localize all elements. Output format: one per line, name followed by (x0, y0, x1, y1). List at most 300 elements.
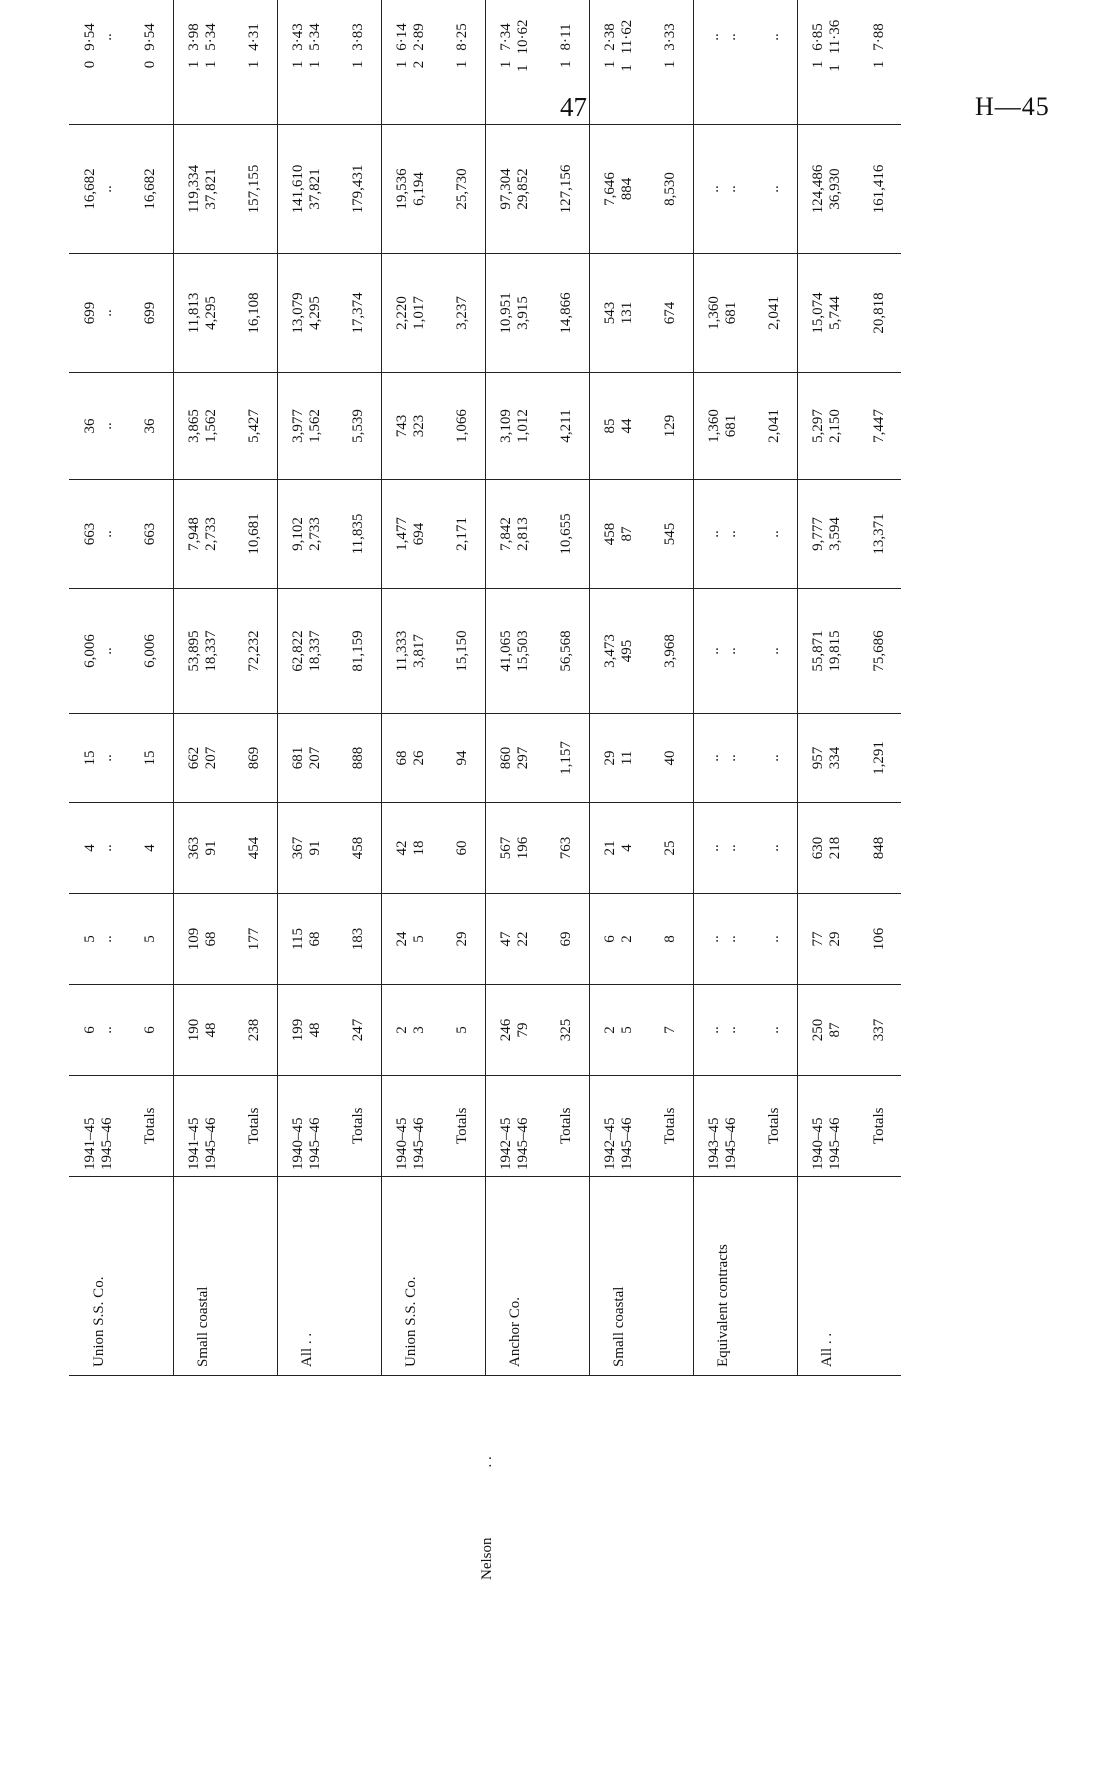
value-line: 662 (186, 746, 203, 770)
value-cell (797, 589, 857, 714)
rate-value: 2·89 (411, 23, 428, 51)
page-number: 47 (560, 92, 587, 122)
value-line: 9,777 (810, 517, 827, 551)
value-cell (693, 589, 753, 714)
value-cell (441, 803, 485, 894)
value-cell (381, 894, 441, 985)
value-cell (129, 480, 173, 589)
count-value: 1 (307, 60, 324, 69)
value-cell (693, 985, 753, 1076)
value-cell (693, 480, 753, 589)
value-line: 957 (810, 746, 827, 770)
value-line: 1,360 (706, 296, 723, 330)
value-cell (589, 480, 649, 589)
totals-label: Totals (558, 1107, 575, 1144)
value-cell (545, 254, 589, 373)
value-line: .. (706, 647, 723, 655)
value-line: 630 (810, 836, 827, 860)
value-cell (857, 480, 901, 589)
value-line: 16,682 (142, 168, 159, 210)
value-cell (545, 480, 589, 589)
value-line: 694 (411, 522, 428, 546)
rate-value: 4·31 (246, 23, 263, 51)
value-cell (485, 373, 545, 480)
rate-value: 5·34 (307, 23, 324, 51)
value-cell (753, 894, 797, 985)
service-label: All . . (819, 1332, 836, 1367)
value-cell (485, 0, 545, 125)
value-line: .. (99, 185, 115, 193)
value-line: 20,818 (870, 292, 887, 334)
value-line: 5,297 (810, 409, 827, 443)
period-label: 1940–45 (290, 1117, 307, 1170)
value-cell (857, 803, 901, 894)
value-line (142, 0, 159, 120)
value-cell (441, 894, 485, 985)
value-line (498, 0, 515, 120)
value-cell (649, 125, 693, 254)
value-line: 681 (723, 414, 740, 438)
value-line: 37,821 (203, 168, 220, 210)
value-line: 1,012 (515, 409, 532, 443)
port-leader-dots: . . (479, 1456, 495, 1468)
value-line: 5 (142, 935, 159, 943)
service-cell (589, 1177, 649, 1376)
service-cell (441, 1177, 485, 1376)
value-line: 119,334 (186, 164, 203, 214)
period-label: 1940–45 (394, 1117, 411, 1170)
value-line: 1,360 (706, 409, 723, 443)
count-value: 1 (246, 60, 263, 69)
value-line: 87 (827, 1022, 844, 1038)
period-label: 1945–46 (99, 1117, 115, 1170)
value-line: .. (766, 1026, 783, 1034)
value-cell (649, 254, 693, 373)
value-cell (173, 894, 233, 985)
value-line: 238 (246, 1018, 263, 1042)
service-cell (649, 1177, 693, 1376)
period-cell (441, 1076, 485, 1177)
value-line: 183 (350, 927, 367, 951)
value-line: 325 (558, 1018, 575, 1042)
value-line: 888 (350, 746, 367, 770)
value-cell (337, 480, 381, 589)
value-line (871, 0, 888, 120)
value-line: 77 (810, 931, 827, 947)
value-cell (753, 714, 797, 803)
value-cell (649, 480, 693, 589)
value-line: 53,895 (186, 630, 203, 672)
value-line: 567 (498, 836, 515, 860)
value-line: 743 (394, 414, 411, 438)
value-line: 68 (307, 931, 324, 947)
value-cell (69, 373, 129, 480)
period-cell (857, 1076, 901, 1177)
rate-value: 6·14 (394, 23, 411, 51)
service-cell (753, 1177, 797, 1376)
value-line: 91 (203, 840, 220, 856)
value-line: 6,194 (411, 172, 428, 206)
service-cell (69, 1177, 129, 1376)
value-line: 2,220 (394, 296, 411, 330)
value-cell (753, 985, 797, 1076)
value-line: 157,155 (246, 164, 263, 214)
count-value: 0 (142, 60, 159, 69)
period-cell (753, 1076, 797, 1177)
value-cell (441, 589, 485, 714)
value-line: 543 (602, 301, 619, 325)
value-line: 1,066 (454, 409, 471, 443)
value-cell (649, 803, 693, 894)
value-cell (173, 125, 233, 254)
value-cell (797, 254, 857, 373)
period-cell (589, 1076, 649, 1177)
value-cell (797, 714, 857, 803)
table-totals-row (649, 0, 693, 1610)
service-cell (857, 1177, 901, 1376)
period-label: 1945–46 (515, 1117, 532, 1170)
value-line: .. (766, 754, 783, 762)
value-line: .. (706, 1026, 723, 1034)
rate-value: .. (723, 33, 740, 41)
value-line (186, 0, 203, 120)
value-line: 4 (142, 844, 159, 852)
service-cell (337, 1177, 381, 1376)
value-cell (545, 894, 589, 985)
value-cell (277, 125, 337, 254)
value-line: 62,822 (290, 630, 307, 672)
value-cell (129, 0, 173, 125)
period-label: 1943–45 (706, 1117, 723, 1170)
count-value: 1 (870, 60, 887, 69)
value-line (515, 0, 532, 120)
count-value: 1 (203, 60, 220, 69)
value-cell (693, 803, 753, 894)
table-row (381, 0, 441, 1610)
value-line: 5,539 (350, 409, 367, 443)
value-cell (337, 125, 381, 254)
table-row (173, 0, 233, 1610)
value-line (454, 0, 471, 120)
value-cell (337, 985, 381, 1076)
table-totals-row (753, 0, 797, 1610)
value-line: 1,291 (870, 741, 887, 775)
value-line: 7,842 (498, 517, 515, 551)
value-line: .. (766, 935, 783, 943)
value-line: .. (99, 309, 115, 317)
rate-value: .. (766, 33, 783, 41)
value-line: 79 (515, 1022, 532, 1038)
value-line: 16,108 (246, 292, 263, 334)
value-line: 1,562 (307, 409, 324, 443)
value-cell (649, 0, 693, 125)
value-line: 21 (602, 840, 619, 856)
period-label: 1945–46 (619, 1117, 636, 1170)
value-line: .. (766, 185, 783, 193)
value-cell (233, 985, 277, 1076)
value-cell (485, 985, 545, 1076)
value-cell (545, 589, 589, 714)
value-line: 2 (602, 1026, 619, 1034)
value-line: 124,486 (810, 164, 827, 214)
value-line (827, 0, 844, 120)
period-label: 1942–45 (498, 1117, 515, 1170)
value-line (558, 0, 575, 120)
value-cell (337, 589, 381, 714)
value-cell (129, 125, 173, 254)
value-cell (233, 373, 277, 480)
value-line: 545 (662, 522, 679, 546)
count-value: 2 (411, 60, 428, 69)
value-line: 44 (619, 418, 636, 434)
value-cell (173, 589, 233, 714)
value-cell (277, 0, 337, 125)
value-cell (129, 589, 173, 714)
count-value: 1 (662, 60, 679, 69)
value-line: 334 (827, 746, 844, 770)
value-line (99, 0, 116, 120)
value-cell (857, 714, 901, 803)
period-cell (337, 1076, 381, 1177)
value-cell (441, 480, 485, 589)
value-line: 15 (142, 750, 159, 766)
value-cell (797, 985, 857, 1076)
value-line: 13,371 (870, 513, 887, 555)
count-value: 1 (515, 64, 532, 72)
value-line: 6 (602, 935, 619, 943)
value-cell (69, 714, 129, 803)
value-line: 848 (870, 836, 887, 860)
rate-value: 3·43 (290, 23, 307, 51)
value-line: 18 (411, 840, 428, 856)
value-line (723, 0, 740, 120)
value-line: 60 (454, 840, 471, 856)
value-cell (545, 803, 589, 894)
value-line: 2 (394, 1026, 411, 1034)
rate-value: 11·62 (619, 19, 636, 55)
count-value: 1 (602, 60, 619, 69)
value-line: 2,150 (827, 409, 844, 443)
value-cell (485, 254, 545, 373)
value-cell (337, 373, 381, 480)
service-cell (173, 1177, 233, 1376)
value-line: 1,157 (558, 741, 575, 775)
value-line: 10,951 (498, 292, 515, 334)
value-cell (381, 985, 441, 1076)
value-cell (753, 373, 797, 480)
value-line: .. (99, 422, 115, 430)
value-line: 860 (498, 746, 515, 770)
value-line: 68 (394, 750, 411, 766)
value-line: 7,948 (186, 517, 203, 551)
value-line: 2,813 (515, 517, 532, 551)
value-line: 207 (203, 746, 220, 770)
value-cell (277, 373, 337, 480)
value-cell (441, 714, 485, 803)
value-cell (129, 985, 173, 1076)
value-line: 2,041 (766, 409, 783, 443)
value-cell (649, 373, 693, 480)
value-cell (649, 985, 693, 1076)
value-line: 4 (82, 844, 98, 852)
value-cell (485, 589, 545, 714)
value-cell (233, 125, 277, 254)
value-line: 681 (723, 301, 740, 325)
value-line: 663 (82, 522, 98, 546)
value-line: 3,594 (827, 517, 844, 551)
value-line: 69 (558, 931, 575, 947)
service-label: All . . (299, 1332, 316, 1367)
period-cell (797, 1076, 857, 1177)
value-cell (69, 985, 129, 1076)
value-line: 4,295 (307, 296, 324, 330)
service-label: Anchor Co. (507, 1297, 524, 1367)
value-line: 55,871 (810, 630, 827, 672)
value-cell (277, 254, 337, 373)
service-cell (277, 1177, 337, 1376)
value-cell (441, 254, 485, 373)
value-line: 16,682 (82, 168, 98, 210)
rotated-statistics-table (69, 16, 959, 1610)
value-line: 6 (142, 1026, 159, 1034)
value-line: 25 (662, 840, 679, 856)
value-cell (797, 125, 857, 254)
value-cell (797, 373, 857, 480)
value-line: .. (723, 935, 740, 943)
value-line: 763 (558, 836, 575, 860)
value-line: 25,730 (454, 168, 471, 210)
count-value: 1 (810, 60, 827, 69)
value-line: 1,017 (411, 296, 428, 330)
value-cell (441, 985, 485, 1076)
count-value: 1 (186, 60, 203, 69)
value-cell (589, 125, 649, 254)
value-line: 7,646 (602, 172, 619, 206)
value-line: 367 (290, 836, 307, 860)
period-cell (129, 1076, 173, 1177)
value-line: .. (723, 647, 740, 655)
value-line: 2,041 (766, 296, 783, 330)
value-line: .. (723, 844, 740, 852)
value-line: .. (723, 1026, 740, 1034)
value-line: 36 (82, 418, 98, 434)
value-line: 15,074 (810, 292, 827, 334)
value-cell (233, 480, 277, 589)
value-line: 699 (142, 301, 159, 325)
value-line: 8 (662, 935, 679, 943)
value-line: 207 (307, 746, 324, 770)
value-line: 5 (411, 935, 428, 943)
table-totals-row (441, 0, 485, 1610)
value-line: 3,473 (602, 634, 619, 668)
value-line: .. (766, 844, 783, 852)
table-totals-row (233, 0, 277, 1610)
value-line: 458 (350, 836, 367, 860)
value-cell (753, 480, 797, 589)
value-cell (693, 254, 753, 373)
rate-value: 8·11 (558, 23, 575, 51)
value-line: 48 (307, 1022, 324, 1038)
value-cell (797, 894, 857, 985)
value-cell (649, 894, 693, 985)
value-line: 177 (246, 927, 263, 951)
value-cell (69, 894, 129, 985)
table-row (693, 0, 753, 1610)
value-cell (381, 803, 441, 894)
value-cell (753, 254, 797, 373)
count-value: 1 (498, 60, 515, 69)
value-cell (589, 803, 649, 894)
value-line: 94 (454, 750, 471, 766)
value-line: 36,930 (827, 168, 844, 210)
service-cell (485, 1177, 545, 1376)
value-line: 246 (498, 1018, 515, 1042)
table-totals-row (857, 0, 901, 1610)
value-cell (337, 0, 381, 125)
value-cell (857, 125, 901, 254)
period-label: 1941–45 (82, 1117, 98, 1170)
value-cell (69, 0, 129, 125)
value-cell (129, 803, 173, 894)
value-cell (857, 589, 901, 714)
count-value: 1 (454, 60, 471, 69)
value-line: 2,733 (203, 517, 220, 551)
value-line: 5 (454, 1026, 471, 1034)
value-line (350, 0, 367, 120)
value-line: 5 (619, 1026, 636, 1034)
rate-value: 3·98 (186, 23, 203, 51)
value-line: 250 (810, 1018, 827, 1042)
service-cell (545, 1177, 589, 1376)
rate-value: 11·36 (827, 19, 844, 55)
value-cell (693, 373, 753, 480)
value-cell (173, 714, 233, 803)
value-cell (337, 254, 381, 373)
value-line: 109 (186, 927, 203, 951)
value-cell (545, 125, 589, 254)
value-line: 699 (82, 301, 98, 325)
value-line: .. (99, 647, 115, 655)
value-cell (129, 894, 173, 985)
value-cell (693, 714, 753, 803)
value-cell (277, 894, 337, 985)
table-totals-row (129, 0, 173, 1610)
value-line: 37,821 (307, 168, 324, 210)
count-value: 1 (350, 60, 367, 69)
count-value: 0 (82, 60, 98, 69)
value-line: .. (706, 844, 723, 852)
value-cell (381, 589, 441, 714)
value-line (662, 0, 679, 120)
value-cell (337, 714, 381, 803)
value-cell (545, 373, 589, 480)
value-line: 131 (619, 301, 636, 325)
value-line: 3,968 (662, 634, 679, 668)
period-label: 1945–46 (203, 1117, 220, 1170)
value-line (82, 0, 99, 120)
value-cell (129, 254, 173, 373)
value-line: 884 (619, 177, 636, 201)
value-line: 681 (290, 746, 307, 770)
value-line: 6,006 (142, 634, 159, 668)
count-value: 1 (290, 60, 307, 69)
value-cell (857, 254, 901, 373)
count-value: 1 (394, 60, 411, 69)
value-cell (69, 480, 129, 589)
value-line: 127,156 (558, 164, 575, 214)
value-line: 3,865 (186, 409, 203, 443)
value-line (706, 0, 723, 120)
